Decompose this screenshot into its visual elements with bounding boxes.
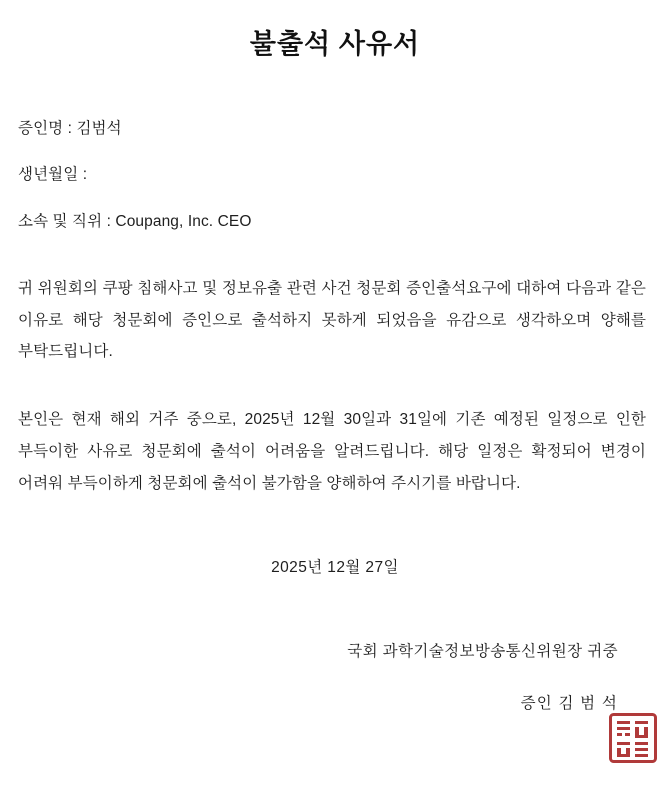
witness-info-block xyxy=(14,117,656,233)
document-date: 2025년 12월 27일 xyxy=(271,559,399,577)
signature-addressee: 국회 과학기술정보방송통신위원장 귀중 xyxy=(347,643,618,661)
witness-affiliation-line: 소속 및 직위 : Coupang, Inc. CEO xyxy=(18,212,252,230)
page-title: 불출석 사유서 xyxy=(249,29,421,59)
document-body xyxy=(14,273,656,500)
seal-stamp-icon xyxy=(608,712,658,764)
signature-block xyxy=(14,639,656,713)
body-paragraph-1: 귀 위원회의 쿠팡 침해사고 및 정보유출 관련 사건 청문회 증인출석요구에 대하여 다음과 같은 이유로 해당 청문회에 증인으로 출석하지 못하게 되었음을 유감으로 생각하오며 양해를 부탁드립니다. xyxy=(18,279,646,361)
witness-birthdate-line: 생년월일 : xyxy=(18,166,88,184)
body-paragraph-2: 본인은 현재 해외 거주 중으로, 2025년 12월 30일과 31일에 기존 예정된 일정으로 인한 부득이한 사유로 청문회에 출석이 어려움을 알려드립니다. 해당 일정은 확정되어 변경이 어려워 부득이하게 청문회에 출석이 불가함을 양해하여 주시기를 바랍니다. xyxy=(18,411,646,492)
signature-signer: 증인 김 범 석 xyxy=(520,695,618,713)
witness-name-line: 증인명 : 김범석 xyxy=(18,120,122,137)
